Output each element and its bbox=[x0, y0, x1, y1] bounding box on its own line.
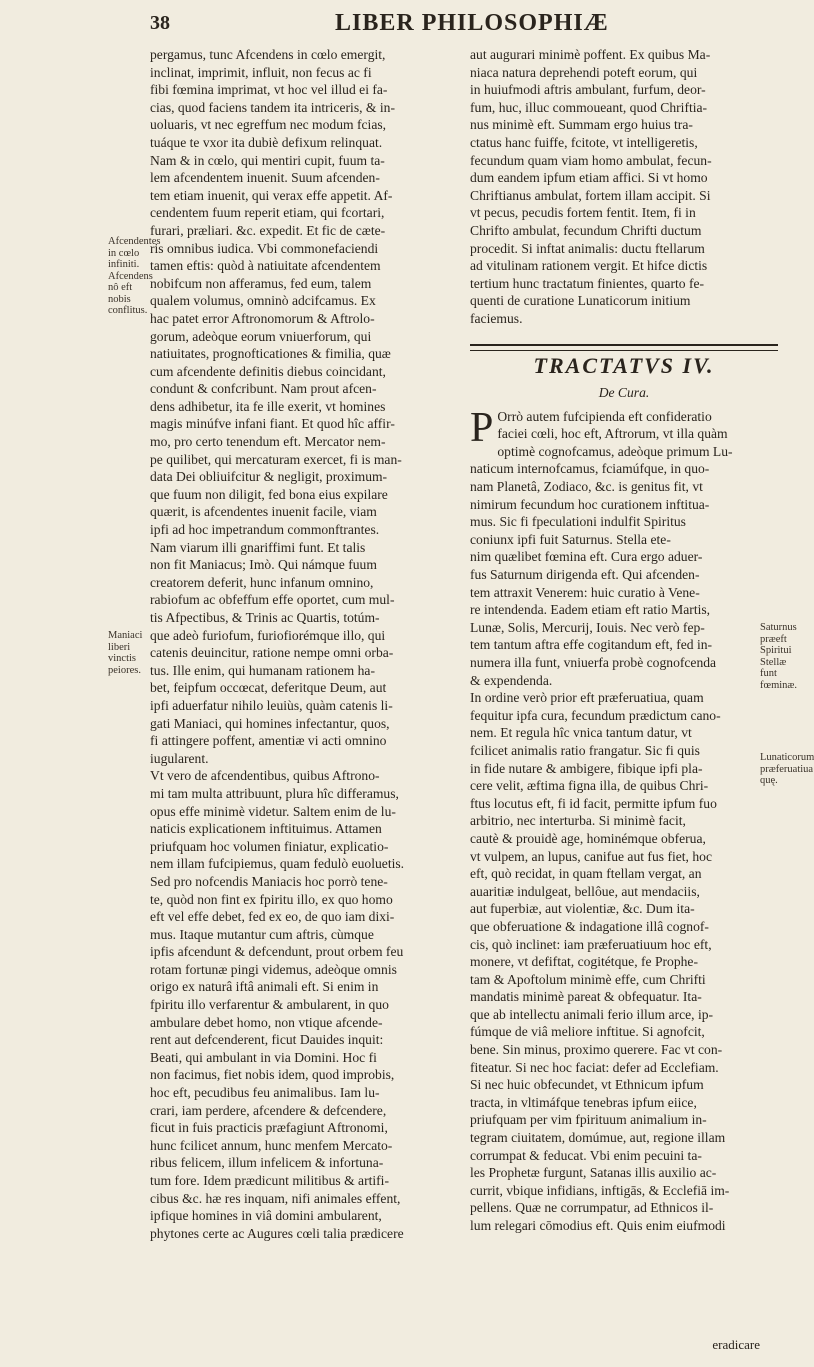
text-line: non facimus, fiet nobis idem, quod improbis, bbox=[150, 1067, 395, 1083]
text-line: cautè & prouidè age, hominémque obferua, bbox=[470, 830, 706, 846]
text-line: & expendenda. bbox=[470, 672, 553, 688]
text-line: cis, quò inclinet: iam præferuatiuum hoc eft, bbox=[470, 936, 712, 952]
text-line: que fuum non diligit, fed bona eius expilare bbox=[150, 486, 388, 502]
text-line: coniunx ipfi fuit Saturnus. Stella ete- bbox=[470, 531, 671, 547]
text-line: naticis explicationem inftituimus. Attamen bbox=[150, 821, 382, 837]
margin-note-saturnus: Saturnus præeft Spiritui Stellæ funt fœminæ. bbox=[760, 622, 798, 691]
text-line: ipfique homines in viâ domini ambularent, bbox=[150, 1208, 382, 1224]
text-line: mus. Sic fi fpeculationi indulfit Spiritus bbox=[470, 514, 686, 530]
margin-note-lunaticorum: Lunaticorum præferuatiua quę. bbox=[760, 752, 814, 786]
text-line: Vt vero de afcendentibus, quibus Aftrono- bbox=[150, 768, 380, 784]
text-line: tum fore. Idem prædicunt militibus & artifi- bbox=[150, 1173, 389, 1188]
text-line: optimè cognofcamus, adeòque primum Lu- bbox=[497, 443, 733, 459]
text-line: fibi fœmina imprimat, vt hoc vel illud ei fa- bbox=[150, 82, 388, 98]
text-line: tam & Apoftolum minimè effe, cum Chrifti bbox=[470, 971, 706, 987]
text-line: fi attingere poffent, amentiæ vi acti omnino bbox=[150, 733, 387, 749]
text-line: nam Planetâ, Zodiaco, &c. is genitus fit, vt bbox=[470, 479, 703, 495]
text-line: arbitrio, nec interturba. Si minimè facit, bbox=[470, 813, 686, 829]
text-line: opus effe minimè videtur. Saltem enim de lu- bbox=[150, 803, 396, 819]
text-line: auaritiæ indulgeat, bellôue, aut mendaciis, bbox=[470, 883, 700, 899]
text-line: creatorem deferit, hunc infanum omnino, bbox=[150, 574, 374, 590]
text-line: tem tantum aftra effe cogitandum eft, fed in- bbox=[470, 637, 713, 653]
text-line: natiuitates, prognofticationes & fimilia, quæ bbox=[150, 346, 391, 362]
text-line: numera illa funt, vniuerfa probè cognofcenda bbox=[470, 655, 717, 670]
text-line: aut augurari minimè poffent. Ex quibus Ma- bbox=[470, 47, 711, 62]
text-line: quenti de curatione Lunaticorum initium bbox=[470, 293, 691, 309]
text-line: corrumpat & feducat. Vbi enim pecuini ta- bbox=[470, 1147, 702, 1163]
text-line: ftus locutus eft, fi id facit, permitte ipfum fuo bbox=[470, 795, 717, 811]
text-line: nim quælibet fœmina eft. Cura ergo aduer- bbox=[470, 549, 703, 565]
margin-note-maniaci: Maniaci liberi vinctis peiores. bbox=[108, 630, 143, 676]
text-line: mandatis minimè pareat & obfequatur. Ita- bbox=[470, 989, 702, 1005]
text-line: priufquam hoc volumen finiatur, explicatio- bbox=[150, 838, 389, 854]
text-line: currit, vbique infidians, inftigās, & Ecclefiā im- bbox=[470, 1182, 730, 1198]
text-line: faciemus. bbox=[470, 310, 523, 326]
text-line: que ab intellectu animali ferio illum arce, ip- bbox=[470, 1006, 714, 1022]
text-line: monere, vt defiftat, cogitétque, fe Prophe- bbox=[470, 954, 698, 970]
text-line: faciei cœli, hoc eft, Aftrorum, vt illa quàm bbox=[497, 426, 728, 442]
text-line: Chrifto ambulat, fecundum Chrifti ductum bbox=[470, 222, 702, 238]
text-line: ipfis afcendunt & defcendunt, prout orbem feu bbox=[150, 944, 404, 960]
text-line: fiteatur. Si nec hoc faciat: defer ad Ecclefiam. bbox=[470, 1059, 719, 1075]
text-line: Beati, qui ambulant in via Domini. Hoc fi bbox=[150, 1049, 377, 1065]
text-line: mi tam multa attribuunt, plura hîc differamus, bbox=[150, 785, 399, 801]
text-line: procedit. Si inftat animalis: ductu ftellarum bbox=[470, 240, 705, 256]
text-line: fus Saturnum dirigenda eft. Qui afcenden- bbox=[470, 567, 700, 583]
text-line: dum eandem ipfum etiam affici. Si vt homo bbox=[470, 170, 708, 186]
right-column bbox=[470, 46, 778, 1235]
text-line: condunt & confcribunt. Nam prout afcen- bbox=[150, 381, 377, 397]
section-rule bbox=[470, 344, 778, 351]
text-line: mo, pro certo tenendum eft. Mercator nem- bbox=[150, 434, 386, 450]
text-line: vt vulpem, an lupus, canifue aut fus fiet, hoc bbox=[470, 848, 712, 864]
text-line: inclinat, imprimit, influit, non fecus ac fi bbox=[150, 64, 372, 80]
text-line: hunc fcilicet annum, hunc menfem Mercato- bbox=[150, 1137, 393, 1153]
text-line: cibus &c. hæ res inquam, nifi animales effent, bbox=[150, 1190, 401, 1206]
right-column-top-text bbox=[470, 46, 778, 328]
text-line: nimirum fecundum hoc curationem inftitua- bbox=[470, 496, 710, 512]
text-line: tamen eftis: quòd à natiuitate afcendentem bbox=[150, 258, 381, 274]
text-line: ctatus hanc fuiffe, fcitote, vt intelligeretis, bbox=[470, 134, 698, 150]
text-line: rabiofum ac obfeffum effe oportet, cum mul- bbox=[150, 592, 395, 608]
text-line: nem. Et regula hîc vnica tantum datur, vt bbox=[470, 725, 692, 741]
text-line: nus minimè eft. Summam ergo huius tra- bbox=[470, 117, 693, 133]
margin-note-ascendentes: Afcendentes in cœlo infiniti. Afcendens nô eft nobis conflitus. bbox=[108, 236, 161, 316]
text-line: furari, præliari. &c. expedit. Et fic de cæte- bbox=[150, 222, 386, 238]
text-line: Orrò autem fufcipienda eft confideratio bbox=[497, 408, 712, 424]
left-column bbox=[150, 46, 458, 1242]
text-line: qualem volumus, omninò adcifcamus. Ex bbox=[150, 293, 376, 309]
text-line: pellens. Quæ ne corrumpatur, ad Ethnicos il- bbox=[470, 1200, 714, 1216]
text-line: tem etiam inuenit, qui verax effe appetit. Af- bbox=[150, 187, 393, 203]
text-line: fequitur ipfa cura, fecundum prædictum cano- bbox=[470, 707, 721, 723]
text-line: Lunæ, Solis, Mercurij, Iouis. Nec verò fep- bbox=[470, 619, 705, 635]
drop-cap: P bbox=[470, 404, 494, 451]
tract-title: TRACTATVS IV. bbox=[533, 352, 715, 378]
text-line: origo ex naturâ iftâ animali eft. Si enim in bbox=[150, 979, 379, 995]
text-line: hac patet error Aftronomorum & Aftrolo- bbox=[150, 310, 375, 326]
text-line: lum relegari cōmodius eft. Quis enim eiufmodi bbox=[470, 1218, 726, 1233]
running-title: LIBER PHILOSOPHIÆ bbox=[335, 10, 609, 36]
text-line: data Dei obliuifcitur & negligit, proximum- bbox=[150, 469, 388, 485]
text-line: cias, quod faciens tandem ita intriceris, & in- bbox=[150, 99, 395, 115]
text-line: fpiritu illo verfarentur & ambularent, in quo bbox=[150, 997, 389, 1013]
text-line: catenis deuincitur, ratione nempe omni orba- bbox=[150, 645, 394, 661]
text-line: in fide nutare & ambigere, fibique ipfi pla- bbox=[470, 760, 703, 776]
text-line: les Prophetæ furgunt, Satanas illis auxilio ac- bbox=[470, 1165, 717, 1181]
right-column-bottom-text bbox=[470, 404, 778, 1235]
text-line: crari, iam perdere, afcendere & defcendere, bbox=[150, 1102, 387, 1118]
text-line: pe quilibet, qui mercaturam exercet, fi is man- bbox=[150, 451, 402, 467]
catchword: eradicare bbox=[712, 1337, 760, 1352]
text-line: tem attraxit Venerem: huic curatio à Vene- bbox=[470, 584, 700, 600]
text-line: que adeò furiofum, furiofiorémque illo, qui bbox=[150, 627, 386, 643]
text-line: bene. Sin minus, proximo querere. Fac vt con- bbox=[470, 1042, 723, 1058]
text-line: fúmque de viâ meliore inftitue. Si agnofcit, bbox=[470, 1024, 705, 1040]
text-line: te, quòd non fint ex fpiritu illo, ex quo homo bbox=[150, 891, 393, 907]
text-line: mus. Itaque mutantur cum aftris, cùmque bbox=[150, 926, 374, 942]
text-line: aut fuperbiæ, aut violentiæ, &c. Dum ita- bbox=[470, 901, 695, 917]
text-line: lem afcendentem inuenit. Suum afcenden- bbox=[150, 170, 380, 186]
text-line: fcilicet animalis ratio frangatur. Sic fi quis bbox=[470, 742, 700, 758]
text-line: ribus felicem, illum infelicem & infortuna- bbox=[150, 1155, 384, 1171]
text-line: niaca natura deprehendi poteft eorum, qui bbox=[470, 64, 698, 80]
text-line: Nam viarum illi gnariffimi funt. Et talis bbox=[150, 539, 366, 555]
text-line: dens adhibetur, ita fe ille exerit, vt homines bbox=[150, 398, 386, 414]
text-line: Sed pro nofcendis Maniacis hoc porrò tene- bbox=[150, 873, 388, 889]
text-line: hoc eft, pecudibus feu animalibus. Iam lu- bbox=[150, 1085, 380, 1101]
text-line: in huiufmodi aftris ambulant, furfum, deor- bbox=[470, 82, 706, 98]
text-line: vt pecus, pecudis fortem fentit. Item, fi in bbox=[470, 205, 696, 221]
text-line: priufquam per vim fpirituum animalium in- bbox=[470, 1112, 707, 1128]
text-line: ambulare debet homo, non vtique afcende- bbox=[150, 1014, 383, 1030]
text-line: tus. Ille enim, qui humanam rationem ha- bbox=[150, 662, 375, 678]
text-line: Chriftianus ambulat, fortem illam accipit. Si bbox=[470, 187, 711, 203]
text-line: fum, huc, illuc commoueant, quod Chriftia- bbox=[470, 99, 708, 115]
text-line: gorum, adeòque eorum vniuerforum, qui bbox=[150, 328, 372, 344]
text-line: tis Afpectibus, & Trinis ac Quartis, totúm- bbox=[150, 610, 380, 625]
text-line: eft, quò recidat, in quam ftellam vergat, an bbox=[470, 866, 702, 882]
text-line: naticum internofcamus, fciamúfque, in quo- bbox=[470, 461, 710, 477]
text-line: fecundum quam viam homo ambulat, fecun- bbox=[470, 152, 712, 168]
text-line: Nam & in cœlo, qui mentiri cupit, fuum ta- bbox=[150, 152, 385, 168]
text-line: re intendenda. Eadem etiam eft ratio Martis, bbox=[470, 602, 711, 618]
text-line: quærit, is afcendentes inuenit facile, viam bbox=[150, 504, 377, 520]
text-line: non fit Maniacus; Imò. Qui námque fuum bbox=[150, 557, 377, 573]
text-line: tuáque te vxor ita dubiè defixum relinquat. bbox=[150, 134, 383, 150]
text-line: Si nec huic obfecundet, vt Ethnicum ipfum bbox=[470, 1077, 704, 1093]
text-line: ipfi ad hoc impetrandum commonftrantes. bbox=[150, 522, 380, 538]
text-line: que obferuatione & indagatione illâ cognof- bbox=[470, 918, 709, 934]
text-line: In ordine verò prior eft præferuatiua, quam bbox=[470, 690, 704, 706]
text-line: rotam fortunæ pingi videmus, adeòque omnis bbox=[150, 961, 397, 977]
text-line: ad vitulinam rationem vergit. Et hifce dictis bbox=[470, 258, 708, 274]
tract-subtitle: De Cura. bbox=[598, 385, 650, 401]
text-line: nem illam fufcipiemus, quam fedulò euoluetis. bbox=[150, 856, 405, 872]
text-line: pergamus, tunc Afcendens in cœlo emergit, bbox=[150, 47, 386, 62]
text-line: tracta, in vltimáfque tenebras ipfum eiice, bbox=[470, 1094, 697, 1110]
text-line: cendentem fuum reperit etiam, qui fcortari, bbox=[150, 205, 385, 221]
text-line: nobifcum non afferamus, fed eum, talem bbox=[150, 275, 372, 291]
page-header bbox=[150, 6, 750, 42]
page-number: 38 bbox=[150, 12, 170, 34]
text-line: uoluaris, vt nec egreffum nec modum fcias, bbox=[150, 117, 387, 133]
text-line: tegram ciuitatem, domúmue, aut, regione illam bbox=[470, 1130, 726, 1146]
text-line: cum afcendente definitis diebus coincidant, bbox=[150, 363, 386, 379]
text-line: rent aut defcenderent, ficut Dauides inquit: bbox=[150, 1032, 384, 1048]
text-line: ipfi aduerfatur nihilo leuiùs, quàm catenis li- bbox=[150, 697, 393, 713]
text-line: magis minúfve infani fiant. Et quod hîc affir- bbox=[150, 416, 395, 432]
text-line: bet, feipfum occœcat, deferitque Deum, aut bbox=[150, 680, 387, 696]
text-line: eft vel effe debet, fed ex eo, de quo iam dixi- bbox=[150, 909, 395, 925]
text-line: iugularent. bbox=[150, 750, 209, 766]
text-line: gati Maniaci, qui homines infectantur, quos, bbox=[150, 715, 390, 731]
text-line: cere velit, æftima figna illa, de quibus Chri- bbox=[470, 778, 709, 794]
text-line: ris omnibus iudica. Vbi commonefaciendi bbox=[150, 240, 379, 256]
text-line: tertium hunc tractatum finientes, quarto fe- bbox=[470, 275, 705, 291]
text-line: phytones certe ac Augures cœli talia prædicere bbox=[150, 1225, 404, 1241]
text-line: ficut in fuis practicis præfagiunt Aftronomi, bbox=[150, 1120, 388, 1136]
